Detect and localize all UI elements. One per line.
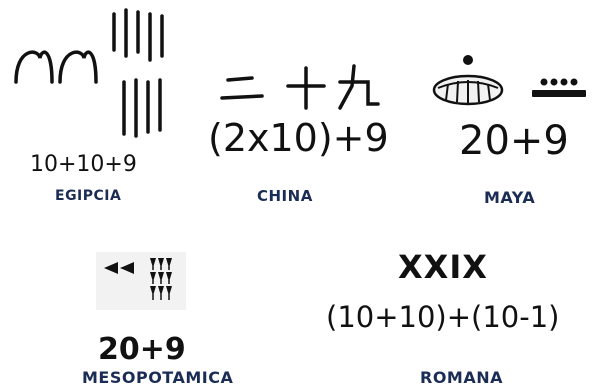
maya-expression: 20+9 (459, 118, 569, 164)
chinese-label: CHINA (257, 187, 313, 205)
roman-numeral: XXIX (398, 248, 488, 286)
mesopotamian-numeral-glyph (96, 252, 186, 310)
egyptian-label: EGIPCIA (55, 188, 122, 204)
egyptian-numeral-glyph (10, 8, 185, 148)
roman-label: ROMANA (420, 368, 503, 387)
roman-expression: (10+10)+(10-1) (326, 300, 560, 334)
egyptian-expression: 10+10+9 (30, 152, 137, 177)
chinese-expression: (2x10)+9 (208, 116, 389, 160)
maya-numeral-glyph (430, 52, 600, 122)
mesopotamian-expression: 20+9 (98, 332, 186, 367)
mesopotamian-label: MESOPOTAMICA (82, 368, 234, 387)
chinese-numeral-glyph (218, 62, 393, 114)
egyptian-ten-sign (16, 52, 52, 82)
maya-label: MAYA (484, 188, 536, 207)
egyptian-ten-sign (60, 52, 96, 82)
